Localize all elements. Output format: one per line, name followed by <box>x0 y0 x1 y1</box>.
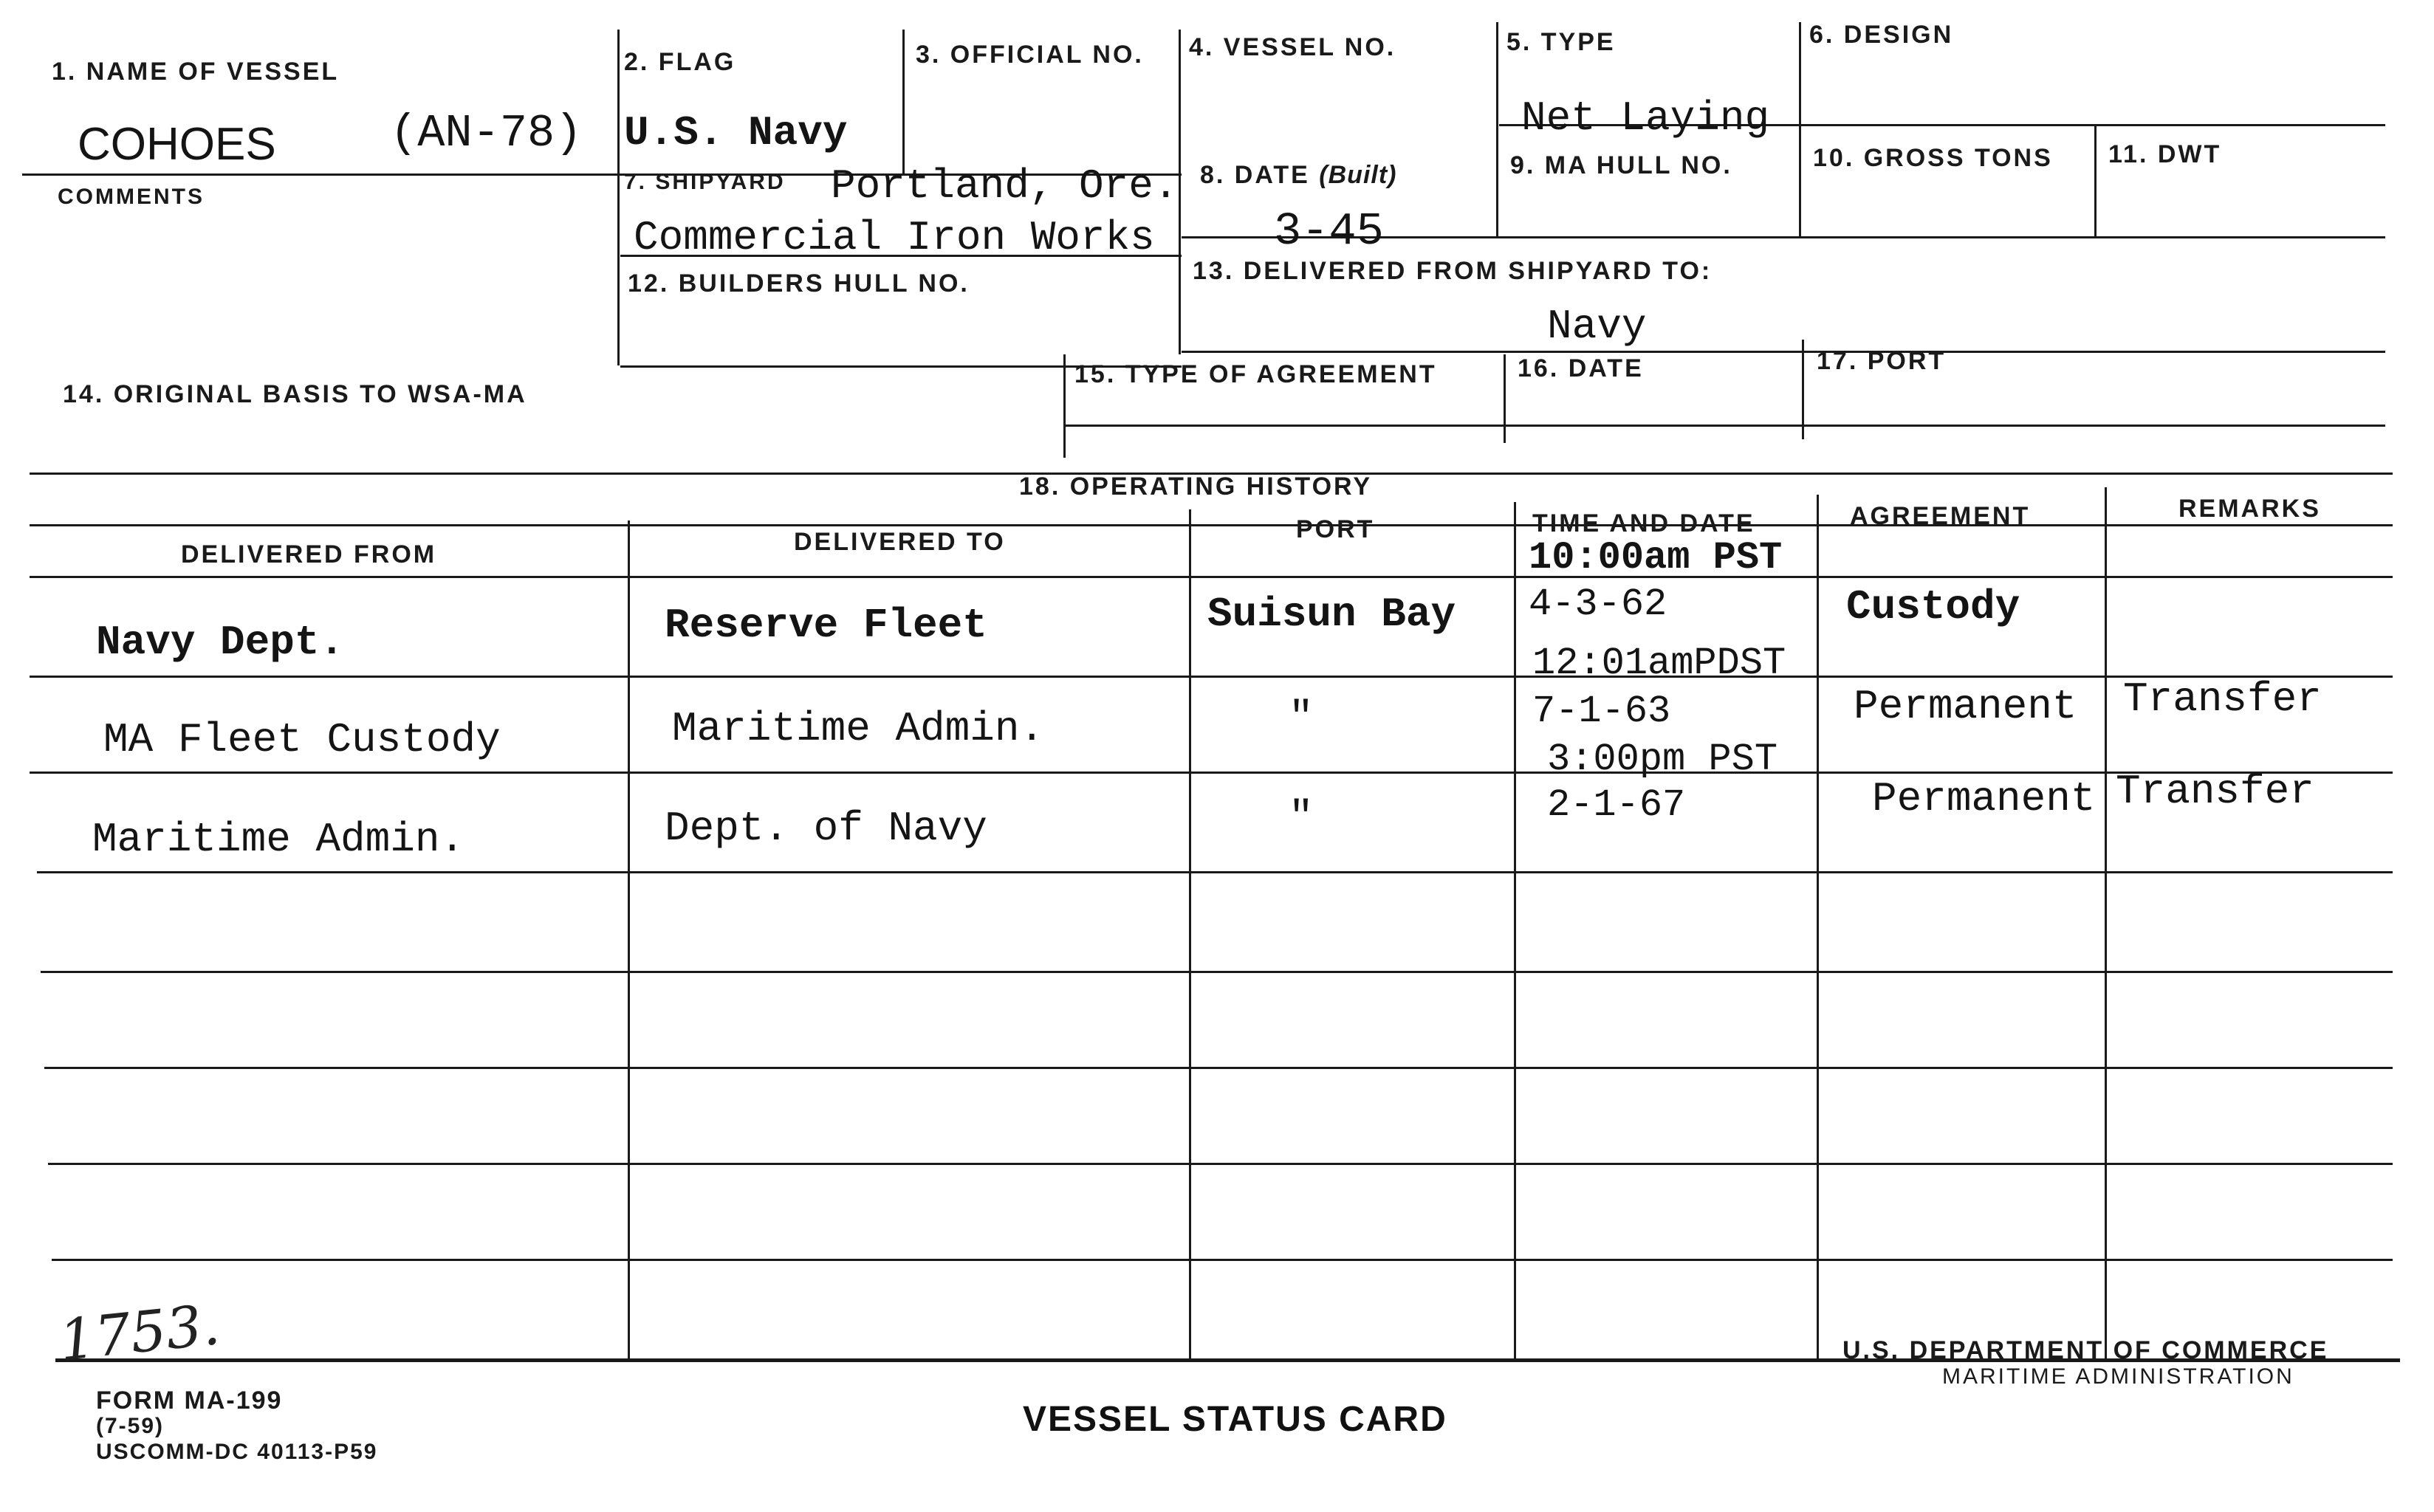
col-header-delivered-to: DELIVERED TO <box>794 528 1006 556</box>
rule-oh-row1 <box>30 676 2393 678</box>
col-top-h <box>1504 354 1506 443</box>
table-row-1-delivered-to: Reserve Fleet <box>665 602 987 649</box>
rule-oh-row4 <box>41 971 2393 973</box>
label-date-built-text: 8. DATE <box>1200 161 1310 189</box>
col-top-b <box>902 30 905 173</box>
label-type-of-agreement: 15. TYPE OF AGREEMENT <box>1074 360 1437 388</box>
form-number: FORM MA-199 <box>96 1386 283 1415</box>
label-flag: 2. FLAG <box>624 48 736 76</box>
table-row-3-date: 2-1-67 <box>1547 783 1686 827</box>
shipyard-value-line1: Portland, Ore. <box>831 162 1179 210</box>
col-top-d <box>1496 22 1498 236</box>
label-date-built-suffix: (Built) <box>1319 161 1397 189</box>
table-row-3-delivered-to: Dept. of Navy <box>665 805 987 852</box>
type-value: Net Laying <box>1521 94 1770 142</box>
table-row-1-agreement: Custody <box>1846 583 2020 630</box>
label-port-17: 17. PORT <box>1817 347 1947 375</box>
shipyard-value-line2: Commercial Iron Works <box>634 214 1155 261</box>
col-header-remarks: REMARKS <box>2178 495 2321 523</box>
table-row-2-agreement: Permanent <box>1854 683 2077 730</box>
label-comments: COMMENTS <box>58 185 205 209</box>
col-oh-1 <box>628 520 630 1358</box>
label-vessel-no: 4. VESSEL NO. <box>1189 33 1396 61</box>
card-title: VESSEL STATUS CARD <box>1023 1400 1447 1439</box>
administration-name: MARITIME ADMINISTRATION <box>1942 1364 2294 1389</box>
table-row-2-delivered-from: MA Fleet Custody <box>103 716 501 763</box>
label-gross-tons: 10. GROSS TONS <box>1813 144 2053 172</box>
table-row-2-date: 7-1-63 <box>1532 690 1671 733</box>
col-header-port: PORT <box>1296 515 1375 543</box>
label-ma-hull-no: 9. MA HULL NO. <box>1510 151 1732 179</box>
label-date-16: 16. DATE <box>1518 354 1644 382</box>
form-date: (7-59) <box>96 1414 165 1438</box>
delivered-from-shipyard-value: Navy <box>1547 303 1647 350</box>
label-dwt: 11. DWT <box>2108 140 2222 168</box>
col-top-g <box>1063 354 1066 458</box>
table-row-3-agreement: Permanent <box>1872 775 2096 822</box>
handwritten-number: 1753. <box>55 1291 223 1374</box>
rule-oh-row3 <box>37 871 2393 873</box>
department-name: U.S. DEPARTMENT OF COMMERCE <box>1842 1336 2329 1364</box>
col-oh-2 <box>1189 509 1191 1358</box>
table-row-3-time: 3:00pm PST <box>1547 738 1778 781</box>
label-delivered-from-shipyard: 13. DELIVERED FROM SHIPYARD TO: <box>1193 257 1713 285</box>
rule-oh-header <box>30 524 2393 526</box>
col-oh-3 <box>1514 502 1516 1358</box>
label-design: 6. DESIGN <box>1809 21 1954 49</box>
table-row-3-delivered-from: Maritime Admin. <box>92 816 465 863</box>
table-row-2-port: " <box>1289 694 1314 741</box>
vessel-name-value: COHOES <box>78 119 276 170</box>
col-top-a <box>617 30 620 365</box>
col-top-i <box>1802 340 1804 439</box>
col-header-delivered-from: DELIVERED FROM <box>181 540 437 568</box>
col-header-agreement: AGREEMENT <box>1850 502 2031 530</box>
label-shipyard: 7. SHIPYARD <box>624 170 786 194</box>
print-code: USCOMM-DC 40113-P59 <box>96 1440 378 1464</box>
col-top-c <box>1179 30 1181 354</box>
table-row-3-remarks: Transfer <box>2116 768 2314 815</box>
rule-oh-row2 <box>30 772 2393 774</box>
label-type: 5. TYPE <box>1506 28 1616 56</box>
col-oh-5 <box>2105 487 2107 1358</box>
vessel-hull-designation: (AN-78) <box>390 107 583 159</box>
table-row-2-delivered-to: Maritime Admin. <box>672 705 1045 752</box>
label-date-built <box>1200 161 1396 190</box>
col-top-e <box>1799 22 1801 236</box>
table-row-3-port: " <box>1289 794 1314 841</box>
rule-oh-colhead <box>30 576 2393 578</box>
table-row-2-remarks: Transfer <box>2123 676 2322 723</box>
table-row-1-delivered-from: Navy Dept. <box>96 619 345 666</box>
operating-history-title: 18. OPERATING HISTORY <box>1019 472 1373 501</box>
rule-oh-row7 <box>52 1259 2393 1261</box>
label-official-no: 3. OFFICIAL NO. <box>916 41 1144 69</box>
table-row-1-port: Suisun Bay <box>1207 591 1456 638</box>
label-original-basis: 14. ORIGINAL BASIS TO WSA-MA <box>63 380 527 408</box>
label-builders-hull-no: 12. BUILDERS HULL NO. <box>628 269 970 298</box>
col-top-f <box>2094 126 2097 236</box>
table-row-2-time: 12:01amPDST <box>1532 642 1786 685</box>
rule-oh-row5 <box>44 1067 2393 1069</box>
rule-top-4 <box>1063 425 2385 427</box>
flag-value: U.S. Navy <box>624 109 848 157</box>
date-built-value: 3-45 <box>1274 205 1384 258</box>
col-oh-4 <box>1817 495 1819 1358</box>
table-row-1-date: 4-3-62 <box>1529 583 1667 626</box>
col-header-time-and-date: TIME AND DATE <box>1532 509 1755 537</box>
rule-top-3 <box>1182 351 2385 353</box>
rule-oh-row6 <box>48 1163 2393 1165</box>
label-name-of-vessel: 1. NAME OF VESSEL <box>52 58 340 86</box>
table-row-1-time: 10:00am PST <box>1529 536 1783 580</box>
